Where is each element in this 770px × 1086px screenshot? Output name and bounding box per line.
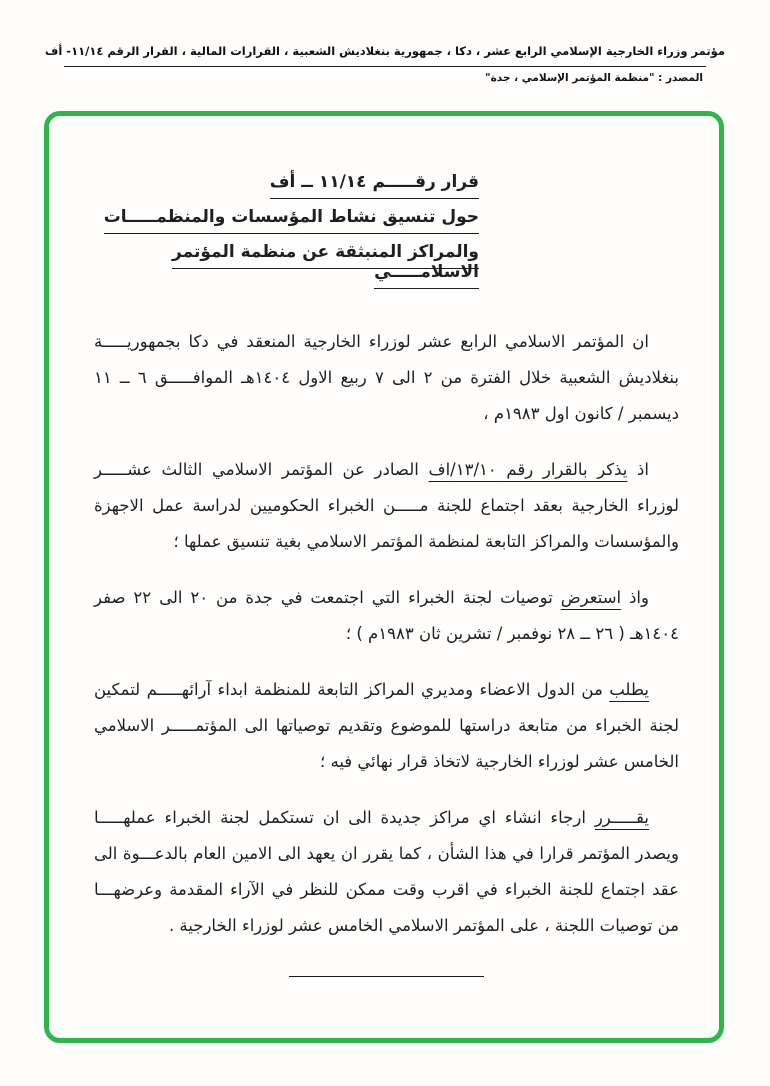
citation-text: مؤتمر وزراء الخارجية الإسلامي الرابع عشر ، دكا ، جمهورية بنغلاديش الشعبية ، القرارات المالية ، القرار الرقم ١١/١٤- أف: [45, 44, 725, 58]
paragraph-text: توصيات لجنة الخبراء التي اجتمعت في جدة من ٢٠ الى ٢٢ صفر ١٤٠٤هـ ( ٢٦ ــ ٢٨ نوفمبر / تشرين ثان ١٩٨٣م ) ؛: [94, 588, 679, 643]
operative-word: يذكر بالقرار رقم ١٣/١٠/اف: [428, 460, 628, 479]
header-divider: [64, 66, 706, 67]
resolution-subject-line-1: [94, 207, 479, 227]
paragraph-text: من الدول الاعضاء ومديري المراكز التابعة للمنظمة ابداء آرائهـــــم لتمكين لجنة الخبراء من متابعة دراستها للموضوع وتقديم توصياتها الى المؤتمـــــر الاسلامي الخامس عشر لوزراء الخارجية لاتخاذ قرار نهائي فيه ؛: [94, 680, 679, 771]
resolution-subject-line-2: [94, 242, 479, 282]
resolution-subject-2: والمراكز المنبثقة عن منظمة المؤتمر الاسلامـــــي: [172, 242, 479, 289]
source-line: المصدر : "منظمة المؤتمر الإسلامي ، جدة": [485, 72, 703, 84]
paragraph-text: الصادر عن المؤتمر الاسلامي الثالث عشـــــر لوزراء الخارجية بعقد اجتماع للجنة مـــــن الخبراء الحكوميين لدراسة عمل الاجهزة والمؤسسات والمراكز التابعة لمنظمة المؤتمر الاسلامي بغية تنسيق عملها ؛: [94, 460, 679, 551]
paragraph-text: ان المؤتمر الاسلامي الرابع عشر لوزراء الخارجية المنعقد في دكا بجمهوريـــــة بنغلاديش الشعبية خلال الفترة من ٢ الى ٧ ربيع الاول ١٤٠٤هـ الموافـــــق ٦ ــ ١١ ديسمبر / كانون اول ١٩٨٣م ،: [94, 332, 679, 423]
resolution-number: قرار رقـــــم ١١/١٤ ــ أف: [270, 172, 479, 199]
citation-header: [0, 0, 770, 84]
paragraph-lead: اذ: [627, 460, 649, 479]
paragraph-text: ارجاء انشاء اي مراكز جديدة الى ان تستكمل لجنة الخبراء عملهـــــا ويصدر المؤتمر قرارا في هذا الشأن ، كما يقرر ان يعهد الى الامين العام بالدعـــوة الى عقد اجتماع للجنة الخبراء في اقرب وقت ممكن للنظر في الآراء المقدمة وعرضهـــا من توصيات اللجنة ، على المؤتمر الاسلامي الخامس عشر لوزراء الخارجية .: [94, 808, 679, 935]
operative-word: استعرض: [560, 588, 622, 607]
operative-word: يطلب: [609, 680, 649, 699]
requests-paragraph: [94, 672, 679, 780]
paragraph-lead: واذ: [621, 588, 649, 607]
green-frame: [44, 111, 724, 1043]
reviewing-paragraph: [94, 580, 679, 652]
resolution-subject-1: حول تنسيق نشاط المؤسسات والمنظمـــــات: [104, 207, 479, 234]
preamble-paragraph: [94, 324, 679, 432]
operative-word: يقـــــرر: [594, 808, 649, 827]
scanned-document: [49, 116, 719, 977]
recalling-paragraph: [94, 452, 679, 560]
decides-paragraph: [94, 800, 679, 944]
end-divider: [289, 976, 484, 977]
resolution-number-line: [94, 172, 479, 192]
resolution-title: [94, 172, 479, 282]
